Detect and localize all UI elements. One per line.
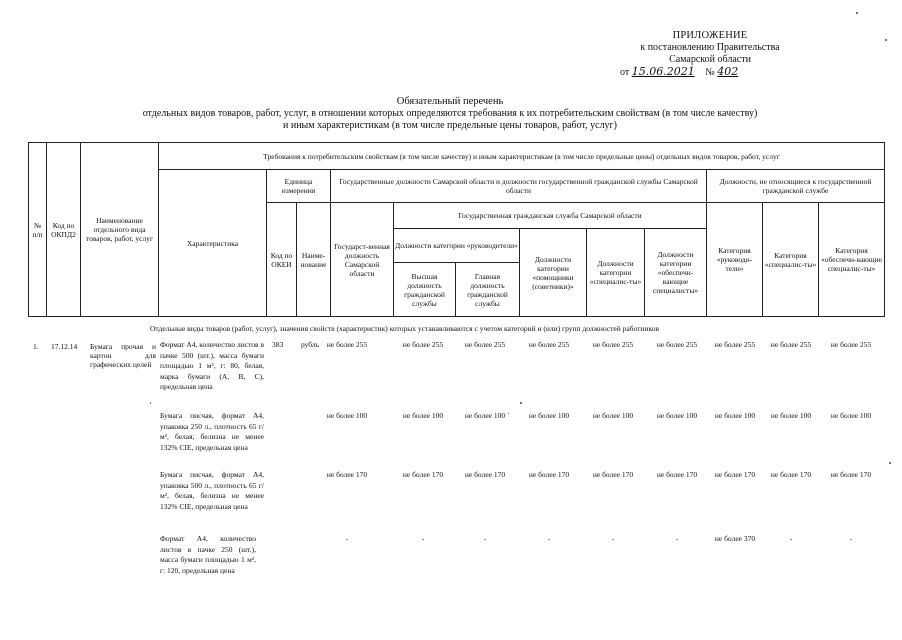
col-okpd-header: Код по ОКПД2 (47, 143, 81, 317)
appendix-date-line (610, 66, 810, 79)
document-title (100, 96, 800, 132)
item-unit: рубль (301, 340, 320, 349)
value-cat-specialists: не более 100 (770, 411, 812, 420)
row-product-name: Бумага прочая и картон для графических целей (90, 342, 156, 369)
value-cat-support: не более 100 (830, 411, 872, 420)
value-gov-position: не более 170 (326, 470, 368, 479)
value-main: - (483, 534, 487, 543)
number-prefix: № (705, 67, 715, 78)
unit-name-header: Наиме-нование (297, 203, 331, 317)
item-spec: Бумага писчая, формат А4, упаковка 250 л., плотность 65 г/м², белая, белизна не менее 132% CIE, предельная цена (160, 411, 264, 452)
support-header: Должности категории «обеспечи-вающие специалисты» (645, 229, 707, 317)
value-specialists: не более 255 (592, 340, 634, 349)
value-cat-leaders: не более 170 (714, 470, 756, 479)
gov-position-header: Государст-венная должность Самарской области (331, 203, 394, 317)
value-gov-position: - (345, 534, 349, 543)
item-okei: 383 (272, 340, 284, 349)
scan-speck (520, 402, 522, 404)
value-cat-leaders: не более 255 (714, 340, 756, 349)
value-support: не более 100 (656, 411, 698, 420)
specialists-header: Должности категории «специалис-ты» (587, 229, 645, 317)
value-helpers: не более 170 (528, 470, 570, 479)
value-highest: - (421, 534, 425, 543)
value-main: не более 170 (464, 470, 506, 479)
scan-speck (508, 413, 509, 414)
value-cat-specialists: не более 170 (770, 470, 812, 479)
value-helpers: не более 100 (528, 411, 570, 420)
value-gov-position: не более 255 (326, 340, 368, 349)
cat-leaders-header: Категория «руководи-тели» (707, 203, 763, 317)
scan-speck (150, 402, 151, 404)
value-cat-leaders: не более 370 (714, 534, 756, 543)
non-gov-header: Должности, не относящиеся к государственной гражданской службе (707, 170, 885, 203)
value-highest: не более 255 (402, 340, 444, 349)
value-cat-leaders: не более 100 (714, 411, 756, 420)
requirements-table-header (28, 142, 885, 317)
col-num-header: № п/п (29, 143, 47, 317)
item-spec: Бумага писчая, формат А4, упаковка 500 л., плотность 65 г/м², белая, белизна не менее 132% CIE, предельная цена (160, 470, 264, 511)
value-helpers: не более 255 (528, 340, 570, 349)
characteristic-header: Характеристика (159, 170, 267, 317)
date-prefix: от (620, 67, 630, 78)
leaders-header: Должности категории «руководители» (394, 229, 520, 263)
cat-support-header: Категория «обеспечи-вающие специалис-ты» (819, 203, 885, 317)
item-spec: Формат А4, количество листов в пачке 250 (шт.), масса бумаги площадью 1 м², г: 120, предельная цена (160, 534, 256, 575)
value-cat-specialists: - (789, 534, 793, 543)
okei-header: Код по ОКЕИ (267, 203, 297, 317)
value-cat-support: не более 170 (830, 470, 872, 479)
cat-specialists-header: Категория «специалис-ты» (763, 203, 819, 317)
title-line-1: Обязательный перечень (396, 96, 504, 107)
scan-speck (856, 12, 858, 14)
title-line-3: и иным характеристикам (в том числе предельные цены товаров, работ, услуг) (282, 120, 617, 131)
helpers-header: Должности категории «помощники (советники)» (520, 229, 587, 317)
col-name-header: Наименование отдельного вида товаров, работ, услуг (81, 143, 159, 317)
value-cat-support: не более 255 (830, 340, 872, 349)
value-support: - (675, 534, 679, 543)
value-helpers: - (547, 534, 551, 543)
value-support: не более 255 (656, 340, 698, 349)
appendix-header (610, 30, 810, 79)
value-highest: не более 100 (402, 411, 444, 420)
appendix-line-2: Самарской области (669, 54, 751, 65)
value-main: не более 255 (464, 340, 506, 349)
value-main: не более 100 (464, 411, 506, 420)
value-specialists: - (611, 534, 615, 543)
handwritten-number: 402 (717, 65, 739, 78)
value-cat-support: - (849, 534, 853, 543)
row-okpd-code: 17.12.14 (51, 342, 78, 351)
civil-service-header: Государственная гражданская служба Самарской области (394, 203, 707, 229)
item-spec: Формат А4, количество листов в пачке 500 (шт.), масса бумаги площадью 1 м², г: 80, белая, марка бумаги (A, B, C), предельная цена (160, 340, 264, 391)
highest-header: Высшая должность гражданской службы (394, 263, 456, 317)
title-line-2: отдельных видов товаров, работ, услуг, в отношении которых определяются требования к их потребительским свойствам (в том числе качеству) (142, 108, 758, 119)
requirements-header: Требования к потребительским свойствам (в том числе качеству) и иным характеристикам (в том числе предельные цены) отдельных видов товаров, работ, услуг (159, 143, 885, 170)
value-specialists: не более 100 (592, 411, 634, 420)
scan-speck (885, 39, 887, 41)
value-highest: не более 170 (402, 470, 444, 479)
appendix-line-1: к постановлению Правительства (640, 42, 780, 53)
row-number: 1. (33, 342, 39, 351)
value-gov-position: не более 100 (326, 411, 368, 420)
value-cat-specialists: не более 255 (770, 340, 812, 349)
scan-speck (889, 462, 891, 464)
gov-positions-header: Государственные должности Самарской области и должности государственной гражданской службы Самарской области (331, 170, 707, 203)
section-note: Отдельные виды товаров (работ, услуг), значения свойств (характеристик) которых устанавливаются с учетом категорий и (или) групп должностей работников (150, 324, 660, 333)
main-header: Главная должность гражданской службы (456, 263, 520, 317)
unit-header: Единица измерения (267, 170, 331, 203)
handwritten-date: 15.06.2021 (631, 65, 695, 78)
value-support: не более 170 (656, 470, 698, 479)
appendix-heading: ПРИЛОЖЕНИЕ (672, 30, 748, 41)
value-specialists: не более 170 (592, 470, 634, 479)
